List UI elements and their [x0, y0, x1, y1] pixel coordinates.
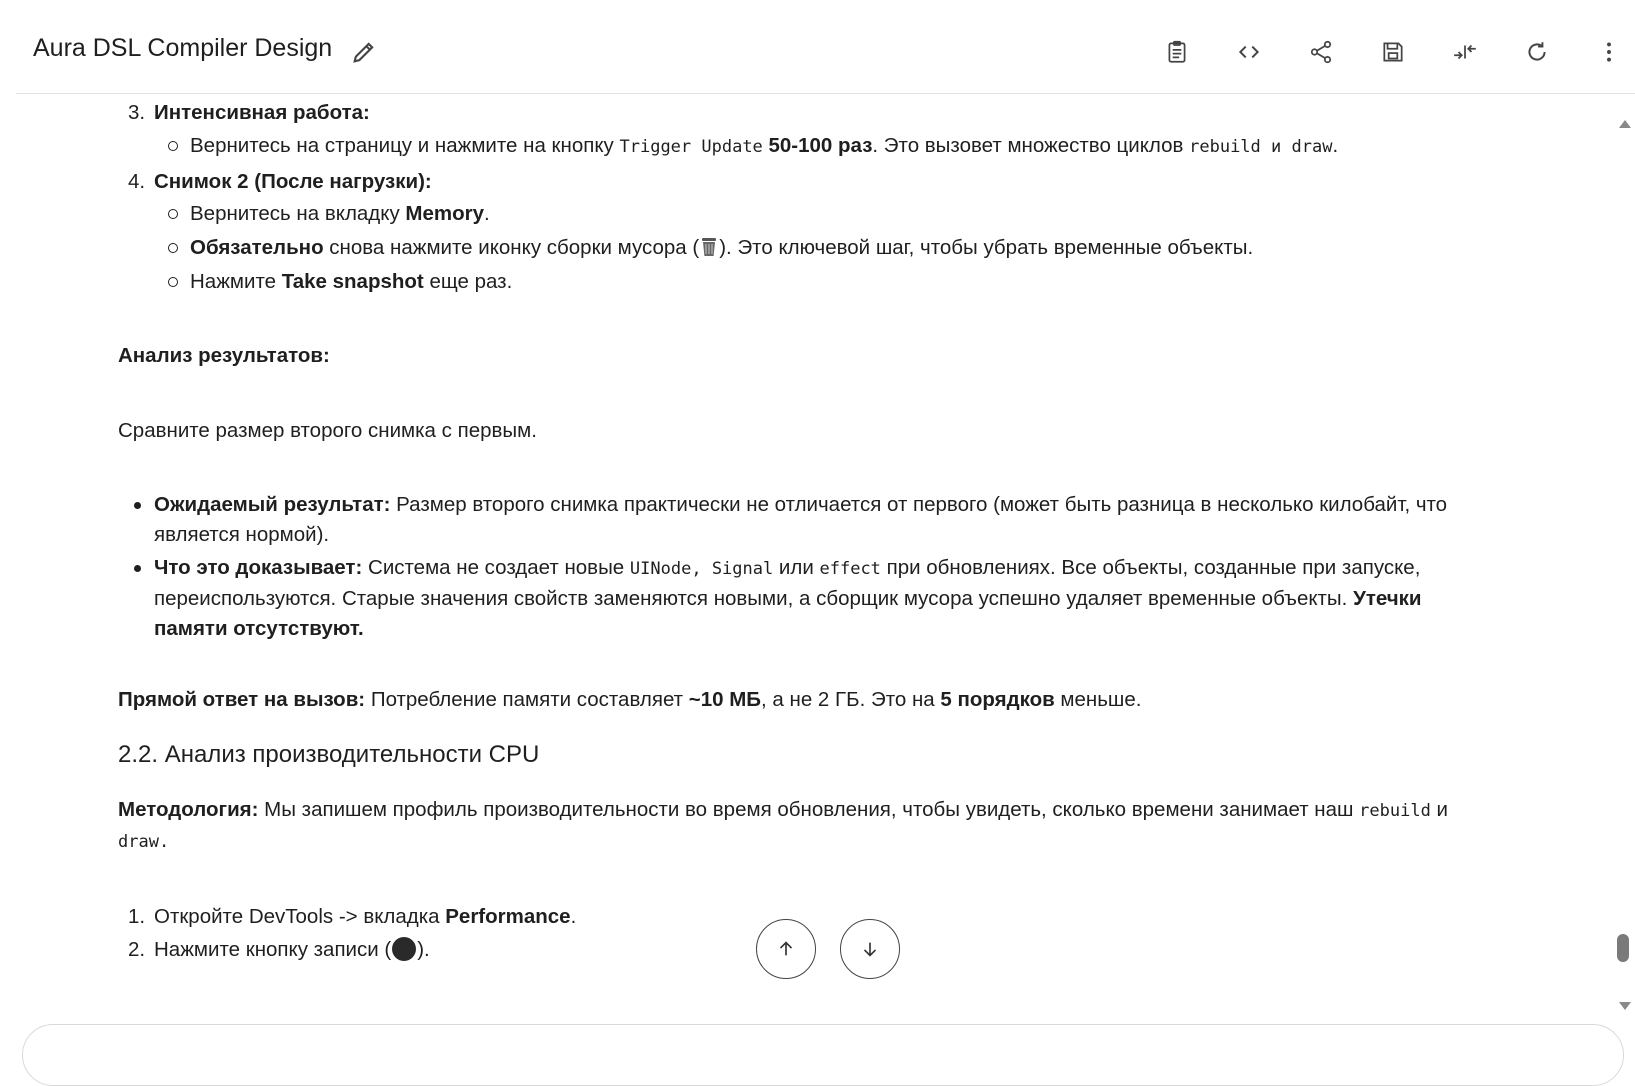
bullet [134, 502, 141, 509]
list-item-expected: Ожидаемый результат: Размер второго снимка практически не отличается от первого (может быть разница в несколько килобайт, что является нормой). [154, 493, 1448, 546]
list-number: 3. [128, 101, 146, 124]
save-button[interactable] [1375, 34, 1411, 70]
bullet [168, 209, 178, 219]
scrollbar-up-arrow[interactable] [1619, 120, 1631, 128]
chat-input-box[interactable] [22, 1024, 1624, 1086]
copy-button[interactable] [1159, 34, 1195, 70]
arrow-up-icon [775, 938, 797, 960]
list-item: Вернитесь на страницу и нажмите на кнопку Trigger Update 50-100 раз. Это вызовет множество циклов rebuild и draw. [190, 134, 1339, 157]
collapse-button[interactable] [1447, 34, 1483, 70]
code-view-button[interactable] [1231, 34, 1267, 70]
bullet [168, 243, 178, 253]
share-icon [1308, 39, 1334, 65]
list-item-title: Снимок 2 (После нагрузки): [154, 170, 432, 193]
list-item: Откройте DevTools -> вкладка Performance. [154, 905, 577, 928]
refresh-button[interactable] [1519, 34, 1555, 70]
top-bar [0, 0, 1635, 94]
list-item: Нажмите Take snapshot еще раз. [190, 270, 513, 293]
bullet [168, 277, 178, 287]
document-content [0, 94, 1620, 1024]
list-item: Вернитесь на вкладку Memory. [190, 202, 490, 225]
methodology-paragraph: Методология: Мы запишем профиль производительности во время обновления, чтобы увидеть, сколько времени занимает наш rebuild и draw. [118, 798, 1448, 852]
save-icon [1380, 39, 1406, 65]
analysis-heading: Анализ результатов: [118, 344, 330, 367]
list-item-proves: Что это доказывает: Система не создает новые UINode, Signal или effect при обновлениях. Все объекты, созданные при запуске, переиспользуются. Старые значения свойств заменяются новыми, а сборщик мусора успешно удаляет временные объекты. Утечки памяти отсутствуют. [154, 556, 1422, 640]
list-item: Обязательно снова нажмите иконку сборки мусора ( ). Это ключевой шаг, чтобы убрать временные объекты. [190, 236, 1254, 259]
arrow-down-icon [859, 938, 881, 960]
list-number: 4. [128, 170, 146, 193]
list-item: Нажмите кнопку записи ( ). [154, 938, 430, 961]
section-heading: 2.2. Анализ производительности CPU [118, 741, 540, 768]
list-number: 1. [128, 905, 146, 928]
scrollbar-thumb[interactable] [1617, 934, 1629, 962]
trash-icon [700, 236, 718, 258]
direct-answer-paragraph: Прямой ответ на вызов: Потребление памяти составляет ~10 МБ, а не 2 ГБ. Это на 5 порядков меньше. [118, 688, 1142, 711]
bullet [134, 565, 141, 572]
share-button[interactable] [1303, 34, 1339, 70]
clipboard-icon [1164, 39, 1190, 65]
document-title: Aura DSL Compiler Design [33, 34, 333, 62]
more-vertical-icon [1596, 39, 1622, 65]
collapse-icon [1452, 39, 1478, 65]
code-icon [1236, 39, 1262, 65]
refresh-icon [1524, 39, 1550, 65]
bullet [168, 141, 178, 151]
scrollbar-down-arrow[interactable] [1619, 1002, 1631, 1010]
more-options-button[interactable] [1591, 34, 1627, 70]
list-number: 2. [128, 938, 146, 961]
edit-title-button[interactable] [350, 38, 378, 66]
scroll-down-button[interactable] [840, 919, 900, 979]
pencil-icon [350, 38, 378, 66]
compare-paragraph: Сравните размер второго снимка с первым. [118, 419, 537, 442]
scroll-up-button[interactable] [756, 919, 816, 979]
scrollbar[interactable] [1615, 110, 1635, 1010]
record-icon [392, 937, 416, 961]
list-item-title: Интенсивная работа: [154, 101, 370, 124]
